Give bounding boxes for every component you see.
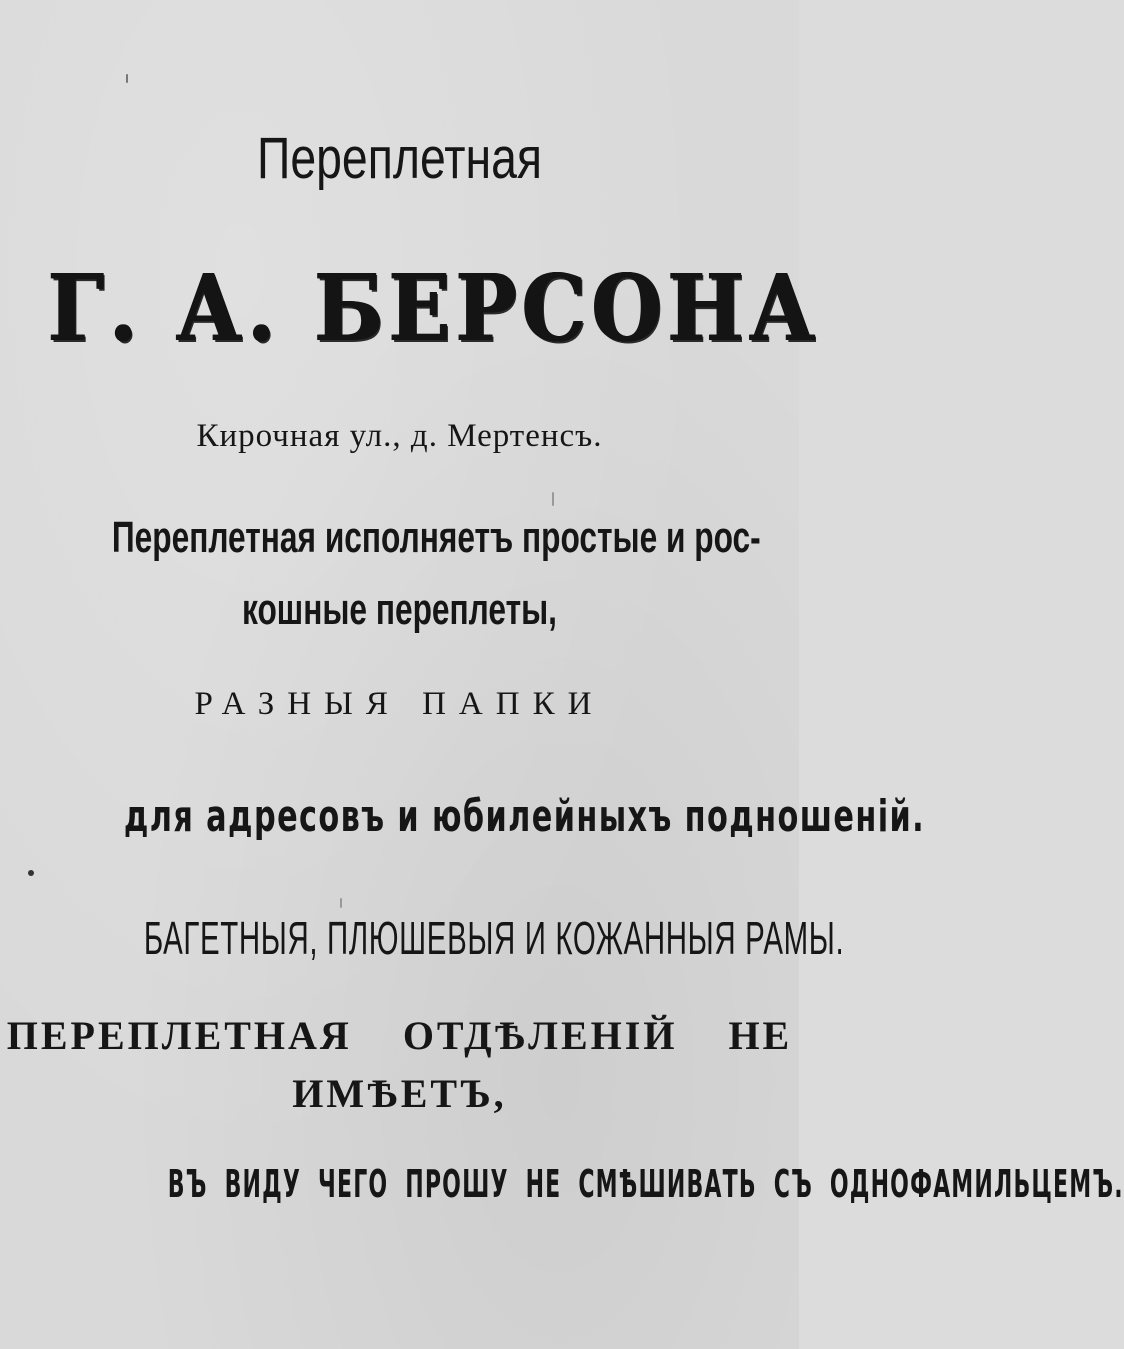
frames-line: БАГЕТНЫЯ, ПЛЮШЕВЫЯ И КОЖАННЫЯ РАМЫ. [143, 912, 845, 964]
services-line-1: Переплетная исполняетъ простые и рос- [111, 513, 761, 562]
no-branches-line-1: ПЕРЕПЛЕТНАЯ ОТДѢЛЕНIЙ НЕ [6, 1013, 793, 1058]
services-line-2: кошные переплеты, [242, 585, 557, 634]
warning-note: ВЪ ВИДУ ЧЕГО ПРОШУ НЕ СМѢШИВАТЬ СЪ ОДНОФАМИЛЬЦЕМЪ. [167, 1162, 1124, 1206]
ink-speck [340, 898, 342, 908]
folders-heading: РАЗНЫЯ ПАПКИ [194, 686, 605, 722]
ink-speck [126, 74, 128, 83]
firm-name: Г. А. БЕРСОНА [47, 254, 821, 362]
no-branches-line-2: ИМѢЕТЪ, [292, 1071, 507, 1116]
ad-title: Переплетная [256, 126, 543, 191]
ink-speck [28, 870, 34, 876]
folders-purpose: для адресовъ и юбилейныхъ подношенiй. [123, 791, 926, 842]
ink-speck [552, 492, 554, 506]
firm-address: Кирочная ул., д. Мертенсъ. [196, 418, 603, 454]
